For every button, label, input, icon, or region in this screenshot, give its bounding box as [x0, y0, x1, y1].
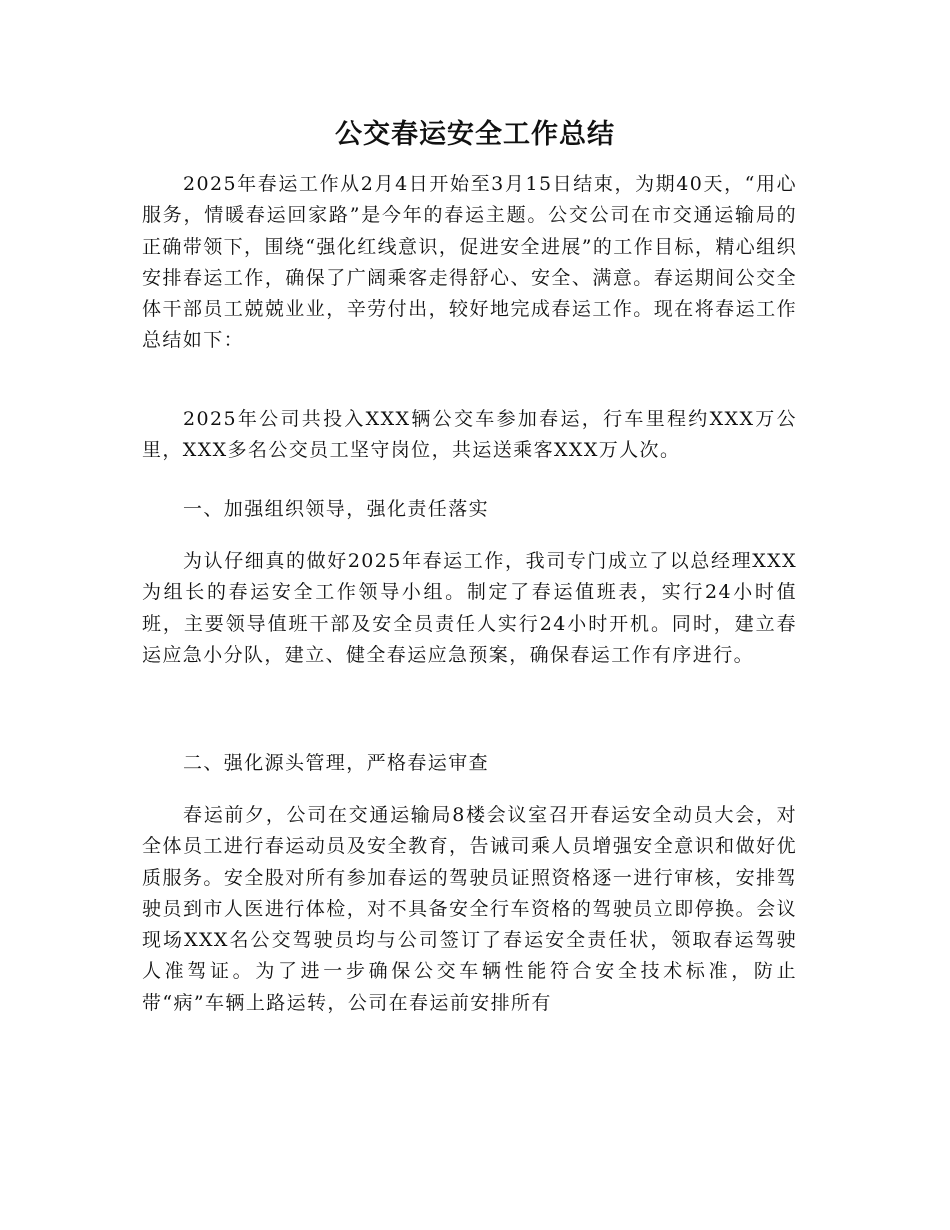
intro-paragraph: 2025年春运工作从2月4日开始至3月15日结束，为期40天，“用心服务，情暖春运回家路”是今年的春运主题。公交公司在市交通运输局的正确带领下，围绕“强化红线意识，促进安全进展”的工作目标，精心组织安排春运工作，确保了广阔乘客走得舒心、安全、满意。春运期间公交全体干部员工兢兢业业，辛劳付出，较好地完成春运工作。现在将春运工作总结如下：: [142, 173, 797, 352]
document-title: 公交春运安全工作总结: [335, 119, 615, 150]
statistics-paragraph: 2025年公司共投入XXX辆公交车参加春运，行车里程约XXX万公里，XXX多名公交员工坚守岗位，共运送乘客XXX万人次。: [142, 408, 797, 462]
section-heading-1: 一、加强组织领导，强化责任落实: [183, 498, 490, 520]
section-heading-2: 二、强化源头管理，严格春运审查: [183, 752, 490, 774]
section-1-paragraph: 为认仔细真的做好2025年春运工作，我司专门成立了以总经理XXX为组长的春运安全工作领导小组。制定了春运值班表，实行24小时值班，主要领导值班干部及安全员责任人实行24小时开机。同时，建立春运应急小分队，建立、健全春运应急预案，确保春运工作有序进行。: [142, 550, 797, 666]
section-2-paragraph: 春运前夕，公司在交通运输局8楼会议室召开春运安全动员大会，对全体员工进行春运动员及安全教育，告诫司乘人员增强安全意识和做好优质服务。安全股对所有参加春运的驾驶员证照资格逐一进行审核，安排驾驶员到市人医进行体检，对不具备安全行车资格的驾驶员立即停换。会议现场XXX名公交驾驶员均与公司签订了春运安全责任状，领取春运驾驶人准驾证。为了进一步确保公交车辆性能符合安全技术标准，防止带“病”车辆上路运转，公司在春运前安排所有: [142, 804, 797, 1014]
